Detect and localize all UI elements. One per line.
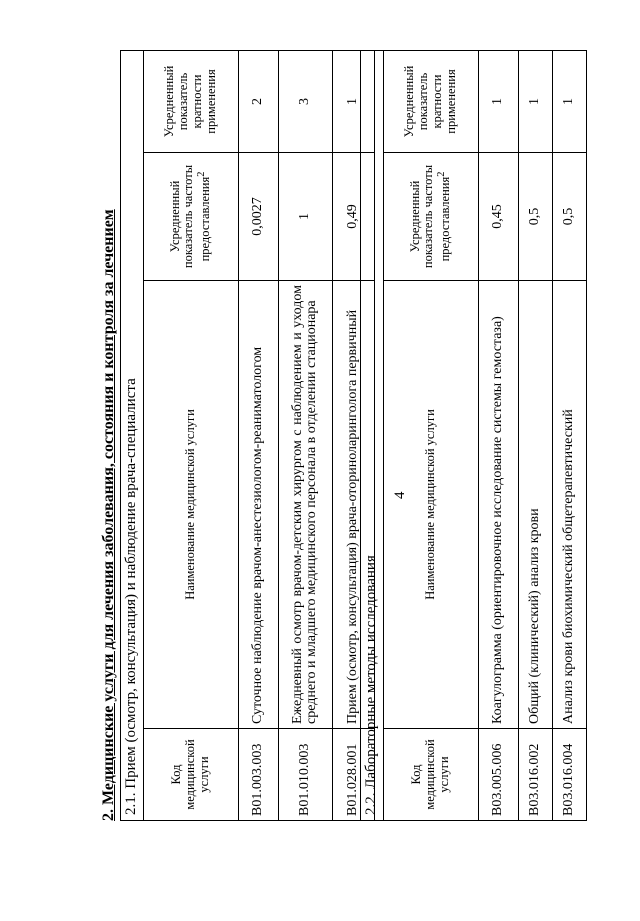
header-code: Код медицинской услуги [383, 729, 478, 821]
table-row [238, 50, 278, 820]
section-title: 2. Медицинские услуги для лечения заболевания, состояния и контроля за лечением [100, 209, 117, 821]
table-row [478, 51, 518, 821]
header-freq: Усредненный показатель частоты предоставления$^2$ [143, 153, 238, 281]
mult-value: 1 [552, 51, 586, 153]
table-row [278, 50, 332, 820]
table-caption: 2.1. Прием (осмотр, консультация) и наблюдение врача-специалиста [121, 50, 144, 820]
header-code: Код медицинской услуги [143, 729, 238, 821]
service-name: Суточное наблюдение врачом-анестезиологом-реаниматологом [238, 281, 278, 729]
freq-value: 0,5 [552, 153, 586, 281]
freq-value: 1 [278, 153, 332, 281]
freq-value: 0,0027 [238, 153, 278, 281]
table-lab-tests [360, 50, 587, 821]
header-freq: Усредненный показатель частоты предоставления$^2$ [383, 153, 478, 281]
page-number: 4 [392, 491, 408, 499]
service-code: B01.010.003 [278, 729, 332, 821]
service-name: Анализ крови биохимический общетерапевтический [552, 281, 586, 729]
service-code: B01.003.003 [238, 729, 278, 821]
header-name: Наименование медицинской услуги [143, 281, 238, 729]
table-caption: 2.2. Лабораторные методы исследования [361, 51, 384, 821]
service-name: Прием (осмотр, консультация) врача-оториноларинголога первичный [332, 281, 374, 729]
freq-value: 0,5 [518, 153, 552, 281]
service-code: B03.005.006 [478, 729, 518, 821]
mult-value: 2 [238, 50, 278, 152]
table-row [518, 51, 552, 821]
service-name: Коагулограмма (ориентировочное исследование системы гемостаза) [478, 281, 518, 729]
service-code: B03.016.002 [518, 729, 552, 821]
table-consultations [120, 50, 375, 821]
freq-value: 0,49 [332, 153, 374, 281]
service-name: Общий (клинический) анализ крови [518, 281, 552, 729]
freq-value: 0,45 [478, 153, 518, 281]
mult-value: 3 [278, 50, 332, 152]
header-name: Наименование медицинской услуги [383, 281, 478, 729]
mult-value: 1 [332, 50, 374, 152]
mult-value: 1 [518, 51, 552, 153]
service-name: Ежедневный осмотр врачом-детским хирургом с наблюдением и уходом среднего и младшего медицинского персонала в отделении стационара [278, 281, 332, 729]
table-row [552, 51, 586, 821]
service-code: B03.016.004 [552, 729, 586, 821]
header-mult: Усредненный показатель кратности применения [383, 51, 478, 153]
header-mult: Усредненный показатель кратности применения [143, 50, 238, 152]
service-code: B01.028.001 [332, 729, 374, 821]
mult-value: 1 [478, 51, 518, 153]
